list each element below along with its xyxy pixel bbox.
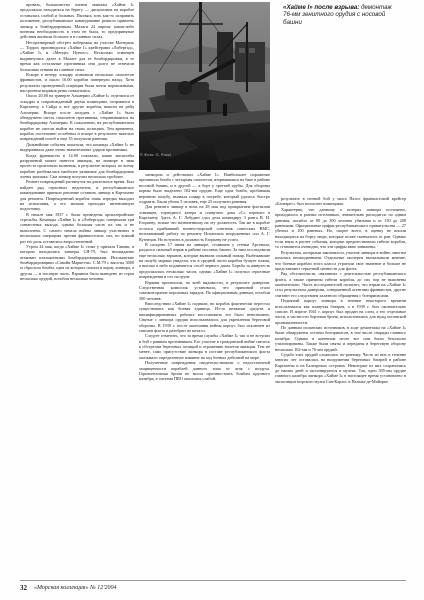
paragraph: В начале мая 1937 г. были проведены артиллерийские стрельбы. Команды «Хайме I» и «Либертада» совершили три совместных выхода, однако большая часть их так и не выполнена. С самого начала войны линкор участвовал в нескольких операциях против франкистских сил, но всякий раз его роль оставалась второстепенной. (20, 211, 134, 244)
paragraph: Судьба этих орудий сложилась по-разному. Часть из них в течение многих лет оставалась на вооружении береговых батарей в районе Картахены и на Балеарских островах. Некоторые из них сохранились до наших дней и экспонируются в музеях. Так, одно 305-мм орудие главного калибра линкора «Хайме I» в настоящее время установлено в экспозиции морского музея Сан-Карлос в Пальма-де-Майорке. (275, 351, 406, 384)
paragraph: Результаты, которыми закончилось участие линкора в войне, многим казались неожиданными. Отдельные эксперты высказывали мнение, что боевые корабли этого класса утратили свое значение и больше не представляют серьезной ценности для флота. (275, 249, 406, 271)
paragraph: линкором и действовал «Хайме I». Наибольшее поражение причинила бомба с четырьмя самолетов, взорвавшаяся на баке в районе носовой башни, и в другой — в борт у третьей трубы. Для обороны кормы было выделено 102-мм орудие. Еще одна бомба, пробившая верхнюю палубу, вызвала пожар в погребе, который удалось быстро отдраить. Были убиты 5 человек, еще 23 получили ранения. (139, 172, 270, 204)
photo-credit-text: © Фото: G. Rozzi (140, 152, 171, 157)
photo-credit-mark (139, 149, 171, 159)
paragraph: Характерно, что данному о потерях линкора постоянно, приходилось в разных источниках, значительно расходятся: по одним данным, погибло от 80 до 300 человек убитыми и от 150 до 200 ранеными. Официальные цифры республиканского правительства — 27 убитых и 100 раненых. Но, скорее всего, в оценку не вошли находящиеся на борту люди, которые позже скончались от ран. Однако если взять в расчет события, которые предшествовали гибели корабля, то становится очевидно, что эти цифры явно занижены. (275, 206, 406, 250)
paragraph: Когда франкисты в 14.00 показали, какие масштабы разрушений может нанести авиация, на линкоре в знак протеста произошли волнения, в результате которых по всему кораблю разбежались наиболее уязвимые для бомбардировок члены экипажа. Сам линкор получил несколько пробоин. (20, 152, 134, 179)
ship-deck-illustration (139, 2, 270, 170)
paragraph: Впоследствии «Хайме I» подняли, но корабль фактически перестал существовать как боевая единица. Из-за нехватки средств и квалифицированных рабочих восстановить его было невозможно. Снятые с линкора орудия использовались для укрепления береговой обороны. В 1939 г. после окончания войны корпус был исключен из списков флота и разобран на металл. (139, 301, 270, 333)
paragraph: Взрывы произошли, по всей видимости, в результате диверсии. Следственная комиссия установила, что причиной стало самовозгорание пороховых зарядов. По официальным данным, погибли 300 человек. (139, 279, 270, 301)
paragraph: провать, большинство членов экипажа «Хайме I» продолжало находиться на берегу — дисциплина на корабле оставалась слабой и больных. Пытаясь хоть как-то исправить положение, республиканское командование решило привлечь линкор к бомбардировкам. Малаги 24 апреля: какая-либо военная необходимость в этом не была, то предпринятые действия вызвали большое и в главных силах. (20, 2, 134, 40)
paragraph: Ряд обстоятельств, связанных с деятельностью республиканского флота, а также причины гибели корабля, до сих пор не выяснены окончательно. Часть исследователей полагает, что взрыв на «Хайме I» стал результатом диверсии, совершенной агентами франкистов, другие считают его следствием халатного обращения с боеприпасами. (275, 271, 406, 298)
paragraph: Около 20.00 на траверзе Альмерии «Хайме I» отделился от эскадры и сопровождаемый двумя эсминцами, отправился в Картахену, а Сайда и все другие корабли, вышли на рейд Альмерии. Вскоре после полудня с «Хайме I» было обнаружено шесть самолетов противника, отправившихся на бомбардировку Альмерии. К сожалению, на республиканском корабле не смогли выйти на своих позициях. Тем временем, корабль постепенно ослабевал и вскоре в результате тяжелых повреждений погиб и еще 35 получили ранения. (20, 93, 134, 142)
photo-caption (283, 4, 401, 26)
text-column-left (20, 2, 134, 580)
magazine-issue: «Морская коллекция» № 12'2004 (34, 585, 117, 591)
page-number: 32 (20, 584, 27, 592)
paragraph: результате в ночной бой у мыса Палос франкистский крейсер «Балеарес» был потоплен эсминцами. (275, 196, 406, 207)
paragraph: Несоразмерный обстрел побережья на участке Монтриль — Торрох производился «Хайме I» крейсерами «Либертад», «Хайме I» и «Мендес Нуньес». Несколько эсминцев выдвинулись далее к Малаге для ее бомбардировки, в то время как остальные противника они долго не отвечали большими огнями на главные силы. (20, 39, 134, 72)
paragraph: Следует отметить, что за время службы «Хайме I» так и не вступил в бой с равным противником. Его участие в гражданской войне свелось к обстрелам береговых позиций и отражению налетов авиации. Тем не менее, само присутствие линкора в составе республиканского флота оказывало определенное влияние на ход боевых действий на море. (139, 333, 270, 360)
paragraph: По данным испанских источников, в ходе демонтажа на «Хайме I» были обнаружены остатки боеприпасов, в том числе снаряды главного калибра. Однако в конечном итоге все они были безопасно утилизированы. Также были сняты и переданы в береговую оборону несколько 102-мм и 76-мм орудий. (275, 325, 406, 352)
paragraph: Для ремонта линкор в ночь на 28 мая под прикрытием флотилии эсминцев, торпедного катера и плавучего дока «С» перешел в Картахену. Здесь А. Г. Лобудин сдал дела командиру 3 ранга В. Н. Егорьеву, только что назначенному на эту должность. Так же в корабле остался прибывший военно-морской советник советских ВМС, возглавивший работу по ремонту Испанских вооруженных сил А. Г. Кузнецов. Но вступить в должность Егорьеву не успел. (139, 204, 270, 242)
paragraph: Ремонт повреждений растянулся на длительное время. Был найден ряд серьезных недочетов, и республиканское командование приняло решение оставить линкор в Картахене для ремонта. Поврежденный корабль лишь изредка выходил на испытания, а его экипаж проходил интенсивную подготовку. (20, 179, 134, 212)
text-column-right (275, 196, 406, 580)
paragraph: Вскоре к вечеру эскадру атаковали несколько самолетов франкистов, и около 16.00 корабли повернули назад. Хотя результаты проведенной операции были почти нормальными, настроения моряков резко повысились. (20, 71, 134, 93)
battleship-photo (139, 2, 270, 170)
paragraph: Утром 24 мая, когда «Хайме I» стоял у причала Гавани, в котором находились танкеры СЯ-79, был неожиданно атакован итальянскими бомбардировщиками. Итальянские бомбардировщики «Савойя-Маркетти» С.М.79 с высоты 3000 м сбросили бомбы, одна из которых попала в корму линкора, а другая — в носовую часть. Взрывом было выведено из строя несколько орудий, погибли несколько человек. (20, 243, 134, 282)
paragraph: В полдень 17 июня на линкоре, стоявшем у стенки Арсенала, раздался сильный взрыв в районе носовых башен. За ним последовали еще несколько взрывов, которые вызвали сильный пожар. Выбежавшие на палубу моряки увидели, что в средней части корабля бушует пламя, а высоко в небо поднимается столб черного дыма. Борьба за живучесть продолжалась несколько часов, однако «Хайме I» получил серьезные повреждения и сел на грунт. (139, 241, 270, 280)
caption-text: демонтаж 76-мм зенитного орудия с носовой башни (283, 4, 392, 26)
paragraph: Дальнейшие события показали, что команда «Хайме I» не выдерживала даже очень значительных ударов противника. (20, 141, 134, 153)
text-column-middle (139, 172, 270, 580)
caption-lead: «Хайме I» после взрыва: (283, 4, 360, 11)
page-footer (20, 580, 406, 593)
paragraph: Поднятый корпус линкора в течение некоторого времени использовался как плавучая батарея, а в 1939 г. был окончательно списан. В апреле 1941 г. корпус был продан на слом, а его отдельные части, в частности бортовая броня, использовались для нужд испанской промышленности. (275, 298, 406, 325)
paragraph: Полученные повреждения свидетельствовали о недостаточной защищенности кораблей данного типа от атак с воздуха. Горизонтальная броня не могла противостоять бомбам крупного калибра, а система ПВО оказалась слабой. (139, 360, 270, 382)
photo-credit (139, 146, 171, 157)
